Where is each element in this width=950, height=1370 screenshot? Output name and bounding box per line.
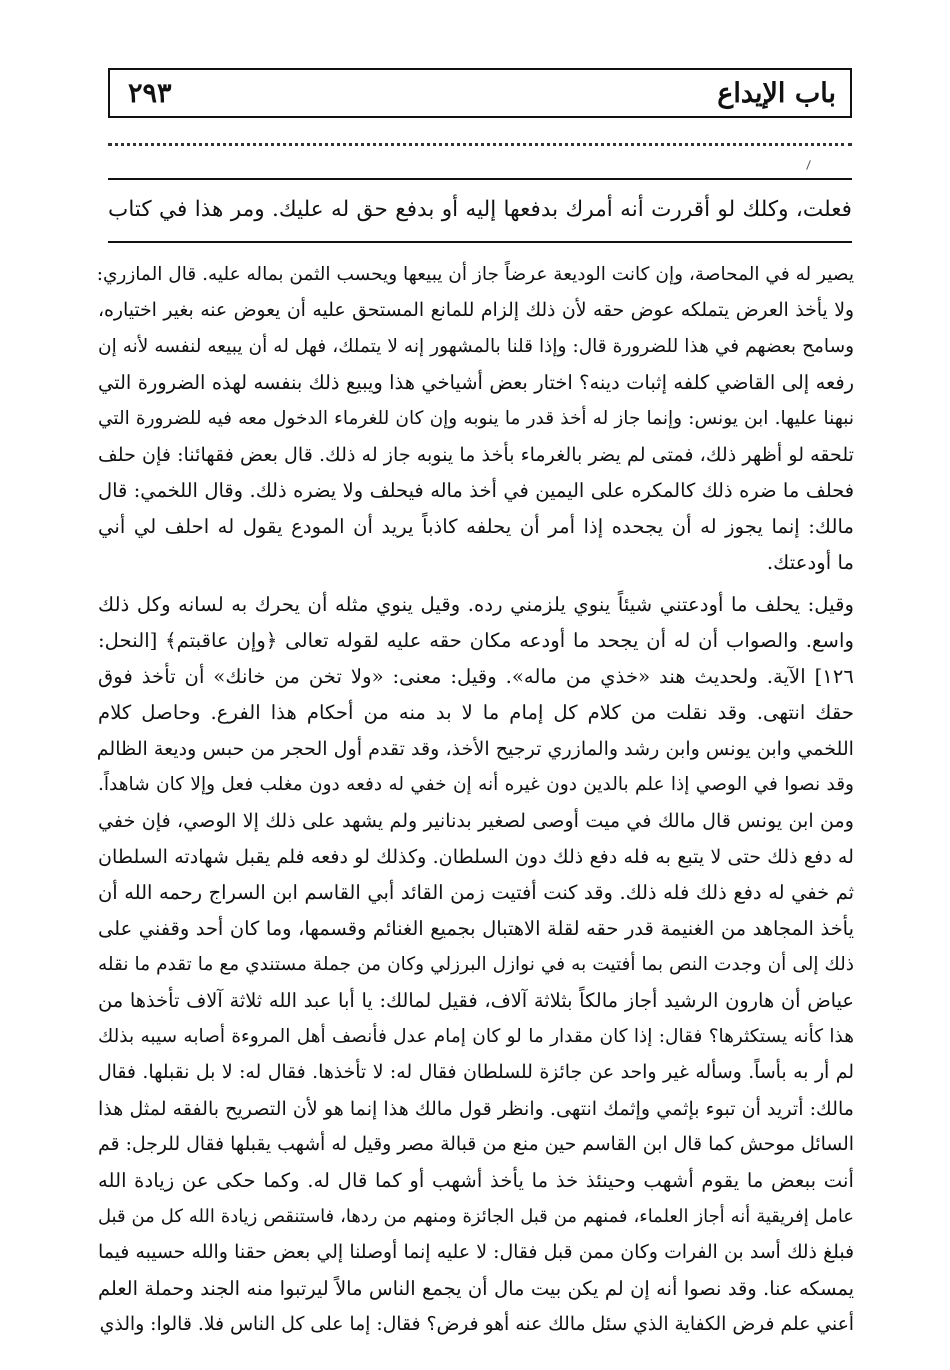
text-line: ذلك إلى أن وجدت النص بما أفتيت به في نوازل البرزلي وكان من جملة مستندي مع ما تقدم ما نقله (98, 954, 854, 975)
text-line: لم أر به بأساً. وسأله غير واحد عن جائزة للسلطان فقال له: لا تأخذها. فقال له: لا بل نقبلها. فقال (98, 1062, 854, 1083)
stray-mark (806, 160, 811, 170)
page-number: ٢٩٣ (128, 78, 172, 109)
text-line: فبلغ ذلك أسد بن الفرات وكان ممن قبل فقال: لا عليه إنما أوصلنا إلي بعض حقنا والله حسيبه فيما (98, 1242, 854, 1263)
text-line: رفعه إلى القاضي كلفه إثبات دينه؟ اختار بعض أشياخي هذا ويبيع ذلك بنفسه لهذه الضرورة التي (98, 371, 854, 394)
dotted-separator (108, 143, 852, 146)
text-line: ما أودعتك. (766, 551, 854, 574)
quote-bottom-rule (108, 241, 852, 243)
paragraph (98, 587, 854, 1343)
text-line: ثم خفي له دفع ذلك فله ذلك. وقد كنت أفتيت زمن القائد أبي القاسم ابن السراج رحمه الله أن (98, 881, 854, 904)
text-line: ومن ابن يونس قال مالك في ميت أوصى لصغير بدنانير ولم يشهد على ذلك إلا الوصي، فإن خفي (98, 809, 854, 832)
text-line: يأخذ المجاهد من الغنيمة قدر حقه لقلة الاهتبال بجميع الغنائم وقسمها، وما كان أحد وقفني على (98, 917, 854, 940)
text-line: حقك انتهى. وقد نقلت من كلام كل إمام ما لا بد منه من أحكام هذا الفرع. وحاصل كلام (98, 701, 854, 724)
text-line: عامل إفريقية أنه أجاز العلماء، فمنهم من قبل الجائزة ومنهم من ردها، فاستنقص زيادة الله كل من قبل (98, 1206, 854, 1227)
text-line: اللخمي وابن يونس وابن رشد والمازري ترجيح الأخذ، وقد تقدم أول الحجر من حبس وديعة الظالم (96, 737, 854, 760)
paragraph (98, 257, 854, 581)
text-line: أعني علم فرض الكفاية الذي سئل مالك عنه أهو فرض؟ فقال: إما على كل الناس فلا. قالوا: والذي (99, 1314, 854, 1335)
text-line: فحلف ما ضره ذلك كالمكره على اليمين في أخذ ماله فيحلف ولا يضره ذلك. وقال اللخمي: قال (98, 479, 854, 502)
text-line: وقيل: يحلف ما أودعتني شيئاً ينوي يلزمني رده. وقيل ينوي مثله أن يحرك به لسانه وكل ذلك (98, 593, 854, 616)
text-line: نبهنا عليها. ابن يونس: وإنما جاز له أخذ قدر ما ينوبه وإن كان للغرماء الدخول معه فيه للضرورة التي (98, 408, 854, 429)
text-line: وسامح بعضهم في هذا للضرورة قال: وإذا قلنا بالمشهور إنه لا يتملك، فهل له أن يبيعه لنفسه لأنه إن (98, 336, 854, 357)
text-line: عياض أن هارون الرشيد أجاز مالكاً بثلاثة آلاف، فقيل لمالك: يا أبا عبد الله ثلاثة آلاف تأخذها من (98, 989, 854, 1012)
text-line: له دفع ذلك حتى لا يتبع به فله دفع ذلك دون السلطان. وكذلك لو دفعه فلم يقبل شهادته السلطان (98, 845, 854, 868)
text-line: وقد نصوا في الوصي إذا علم بالدين دون غيره أنه إن خفي له دفعه دون مغلب فعل وإلا كان شاهداً. (98, 774, 854, 795)
text-line: هذا كأنه يستكثرها؟ فقال: إذا كان مقدار ما لو كان إمام عدل فأنصف أهل المروءة أصابه سيبه بذلك (98, 1026, 854, 1047)
text-line: يصير له في المحاصة، وإن كانت الوديعة عرضاً جاز أن يبيعها ويحسب الثمن بماله عليه. قال المازري: (96, 264, 854, 285)
text-line: تلحقه لو أظهر ذلك، فمتى لم يضر بالغرماء بأخذ ما ينوبه جاز له ذلك. قال بعض فقهائنا: فإن حلف (98, 443, 854, 466)
text-line: السائل موحش كما قال ابن القاسم حين منع من قبالة مصر وقيل له أشهب يقبلها فقال للرجل: قم (98, 1134, 854, 1155)
text-line: أنت ببعض ما يقوم أشهب وحينئذ خذ ما يأخذ أشهب أو كما قال له. وكما حكى عن زيادة الله (98, 1169, 854, 1192)
text-line: ولا يأخذ العرض يتملكه عوض حقه لأن ذلك إلزام للمانع المستحق عليه أن يعوض عنه بغير اختياره، (98, 300, 854, 321)
quoted-text-line: فعلت، وكلك لو أقررت أنه أمرك بدفعها إليه أو بدفع حق له عليك. ومر هذا في كتاب (108, 197, 852, 222)
quote-top-rule (108, 178, 852, 180)
text-line: مالك: أتريد أن تبوء بإثمي وإثمك انتهى. وانظر قول مالك هذا إنما هو لأن التصريح بالفقه لمثل هذا (97, 1097, 854, 1120)
commentary-body (98, 257, 854, 1343)
chapter-title: باب الإيداع (717, 78, 836, 109)
text-line: يمسكه عنا. وقد نصوا أنه إن لم يكن بيت مال أن يجمع الناس مالاً ليرتبوا منه الجند وحملة العلم (98, 1277, 854, 1300)
text-line: مالك: إنما يجوز له أن يجحده إذا أمر أن يحلفه كاذباً يريد أن المودع يقول له احلف لي أني (98, 515, 854, 538)
text-line: ١٢٦] الآية. ولحديث هند «خذي من ماله». وقيل: معنى: «ولا تخن من خانك» أن تأخذ فوق (98, 665, 854, 688)
text-line: واسع. والصواب أن له أن يجحد ما أودعه مكان حقه عليه لقوله تعالى ﴿وإن عاقبتم﴾ [النحل: (98, 629, 854, 652)
page-header (108, 68, 852, 118)
